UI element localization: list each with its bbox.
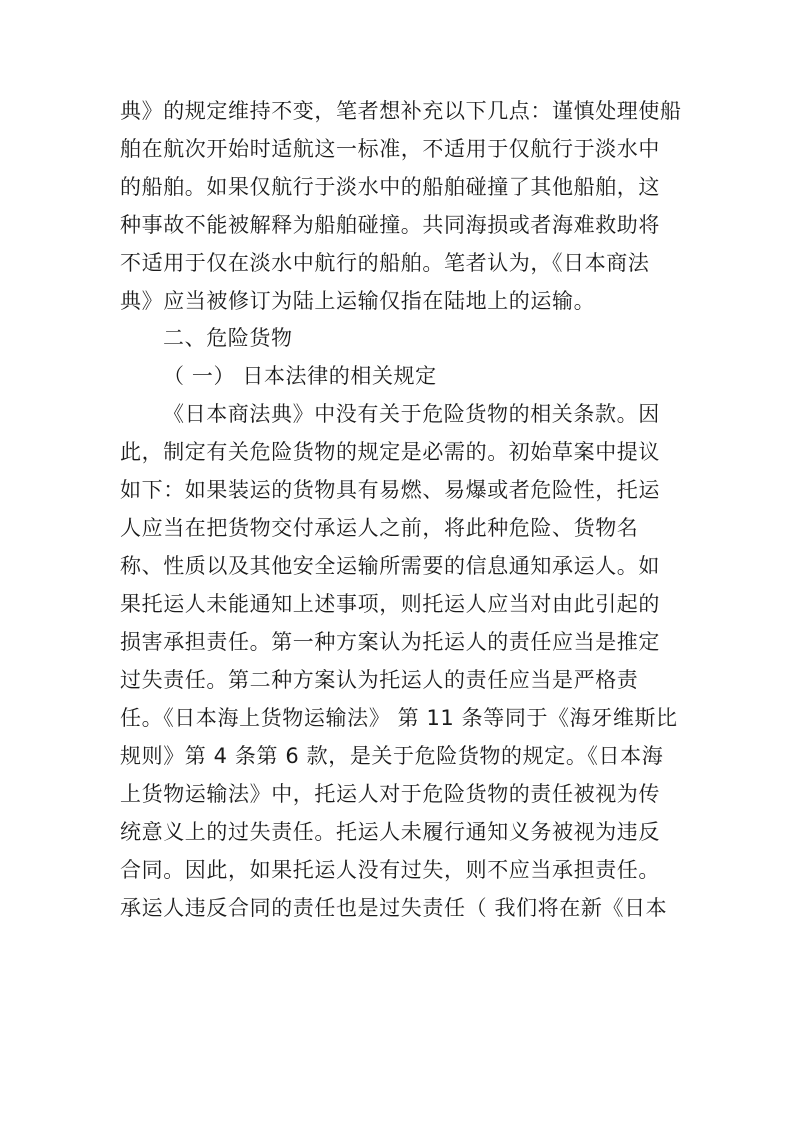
paragraph-line: 人应当在把货物交付承运人之前，将此种危险、货物名 (120, 516, 639, 540)
paragraph-line: 合同。因此，如果托运人没有过失，则不应当承担责任。 (120, 858, 660, 882)
subsection-heading: （ 一） 日本法律的相关规定 (163, 364, 437, 388)
paragraph-line: 《日本商法典》中没有关于危险货物的相关条款。因 (163, 402, 660, 426)
paragraph-line: 上货物运输法》中，托运人对于危险货物的责任被视为传 (120, 782, 660, 806)
paragraph-line: 统意义上的过失责任。托运人未履行通知义务被视为违反 (120, 820, 660, 844)
paragraph-line: 典》的规定维持不变，笔者想补充以下几点：谨慎处理使船 (120, 99, 682, 123)
paragraph-line: 种事故不能被解释为船舶碰撞。共同海损或者海难救助将 (120, 213, 660, 237)
paragraph-line: 的船舶。如果仅航行于淡水中的船舶碰撞了其他船舶，这 (120, 175, 660, 199)
paragraph-line: 不适用于仅在淡水中航行的船舶。笔者认为，《日本商法 (120, 251, 650, 275)
paragraph-line: 规则》第 4 条第 6 款，是关于危险货物的规定。《日本海 (120, 744, 664, 768)
paragraph-line: 损害承担责任。第一种方案认为托运人的责任应当是推定 (120, 630, 660, 654)
paragraph-line: 典》应当被修订为陆上运输仅指在陆地上的运输。 (120, 289, 596, 313)
paragraph-line: 称、性质以及其他安全运输所需要的信息通知承运人。如 (120, 554, 660, 578)
paragraph-line: 过失责任。第二种方案认为托运人的责任应当是严格责 (120, 668, 639, 692)
paragraph-line: 承运人违反合同的责任也是过失责任（ 我们将在新《日本 (120, 896, 668, 920)
paragraph-line: 此，制定有关危险货物的规定是必需的。初始草案中提议 (120, 440, 660, 464)
paragraph-line: 果托运人未能通知上述事项，则托运人应当对由此引起的 (120, 592, 660, 616)
paragraph-line: 舶在航次开始时适航这一标准，不适用于仅航行于淡水中 (120, 137, 660, 161)
section-heading: 二、危险货物 (163, 326, 293, 350)
paragraph-line: 任。《日本海上货物运输法》 第 11 条等同于《海牙维斯比 (120, 706, 678, 730)
paragraph-line: 如下：如果装运的货物具有易燃、易爆或者危险性，托运 (120, 478, 660, 502)
